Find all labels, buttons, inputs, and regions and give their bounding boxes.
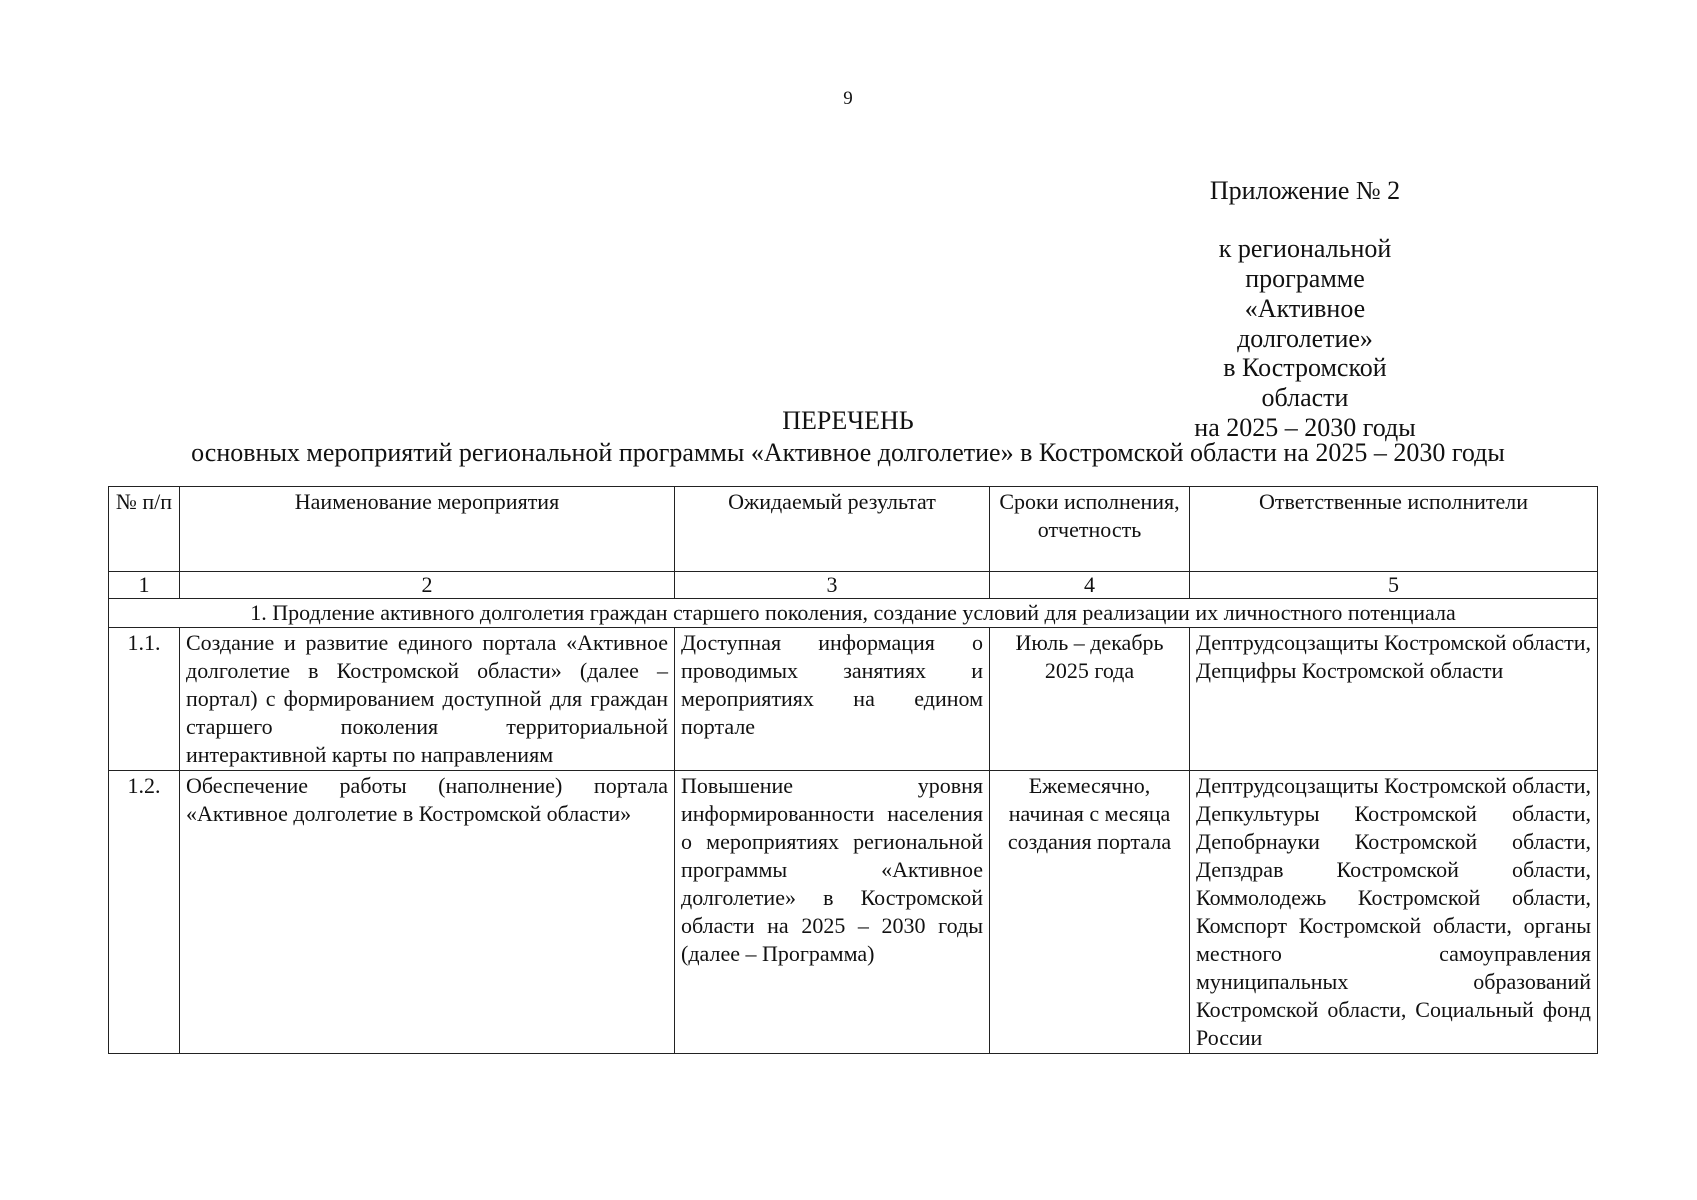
header-deadline: Сроки исполнения, отчетность [990,487,1190,572]
appendix-line: на 2025 – 2030 годы [1194,413,1416,443]
table-header-row [109,487,1598,572]
row-number: 1.1. [109,628,180,771]
document-title: ПЕРЕЧЕНЬ [782,406,914,435]
appendix-block [1180,176,1430,443]
expected-result: Повышение уровня информированности населения о мероприятиях региональной программы «Активное долголетие» в Костромской области на 2025 – 2030 годы (далее – Программа) [675,771,990,1054]
header-number: № п/п [109,487,180,572]
activities-table [108,486,1598,1054]
activity-name: Обеспечение работы (наполнение) портала «Активное долголетие в Костромской области» [180,771,675,1054]
appendix-title: Приложение № 2 [1209,176,1401,205]
column-number: 4 [990,572,1190,599]
table-row [109,771,1598,1054]
table-row [109,628,1598,771]
column-number: 1 [109,572,180,599]
responsible: Дептрудсоцзащиты Костромской области, Депцифры Костромской области [1190,628,1598,771]
responsible: Дептрудсоцзащиты Костромской области, Депкультуры Костромской области, Депобрнауки Костромской области, Депздрав Костромской области, Коммолодежь Костромской области, Комспорт Костромской области, органы местного самоуправления муниципальных образований Костромской области, Социальный фонд России [1190,771,1598,1054]
header-expected-result: Ожидаемый результат [675,487,990,572]
column-numbers-row [109,572,1598,599]
deadline: Июль – декабрь 2025 года [990,628,1190,771]
deadline: Ежемесячно, начиная с месяца создания портала [990,771,1190,1054]
column-number: 3 [675,572,990,599]
appendix-line: к региональной программе [1218,233,1392,293]
header-responsible: Ответственные исполнители [1190,487,1598,572]
activity-name: Создание и развитие единого портала «Активное долголетие в Костромской области» (далее – портал) с формированием доступной для граждан старшего поколения территориальной интерактивной карты по направлениям [180,628,675,771]
section-row [109,599,1598,628]
header-activity-name: Наименование мероприятия [180,487,675,572]
page-number: 9 [843,88,853,109]
appendix-line: «Активное долголетие» [1237,293,1373,353]
document-subtitle: основных мероприятий региональной программы «Активное долголетие» в Костромской области на 2025 – 2030 годы [191,438,1505,467]
expected-result: Доступная информация о проводимых занятиях и мероприятиях на едином портале [675,628,990,771]
column-number: 2 [180,572,675,599]
column-number: 5 [1190,572,1598,599]
section-title: 1. Продление активного долголетия граждан старшего поколения, создание условий для реализации их личностного потенциала [109,599,1598,628]
appendix-line: в Костромской области [1223,353,1387,413]
row-number: 1.2. [109,771,180,1054]
